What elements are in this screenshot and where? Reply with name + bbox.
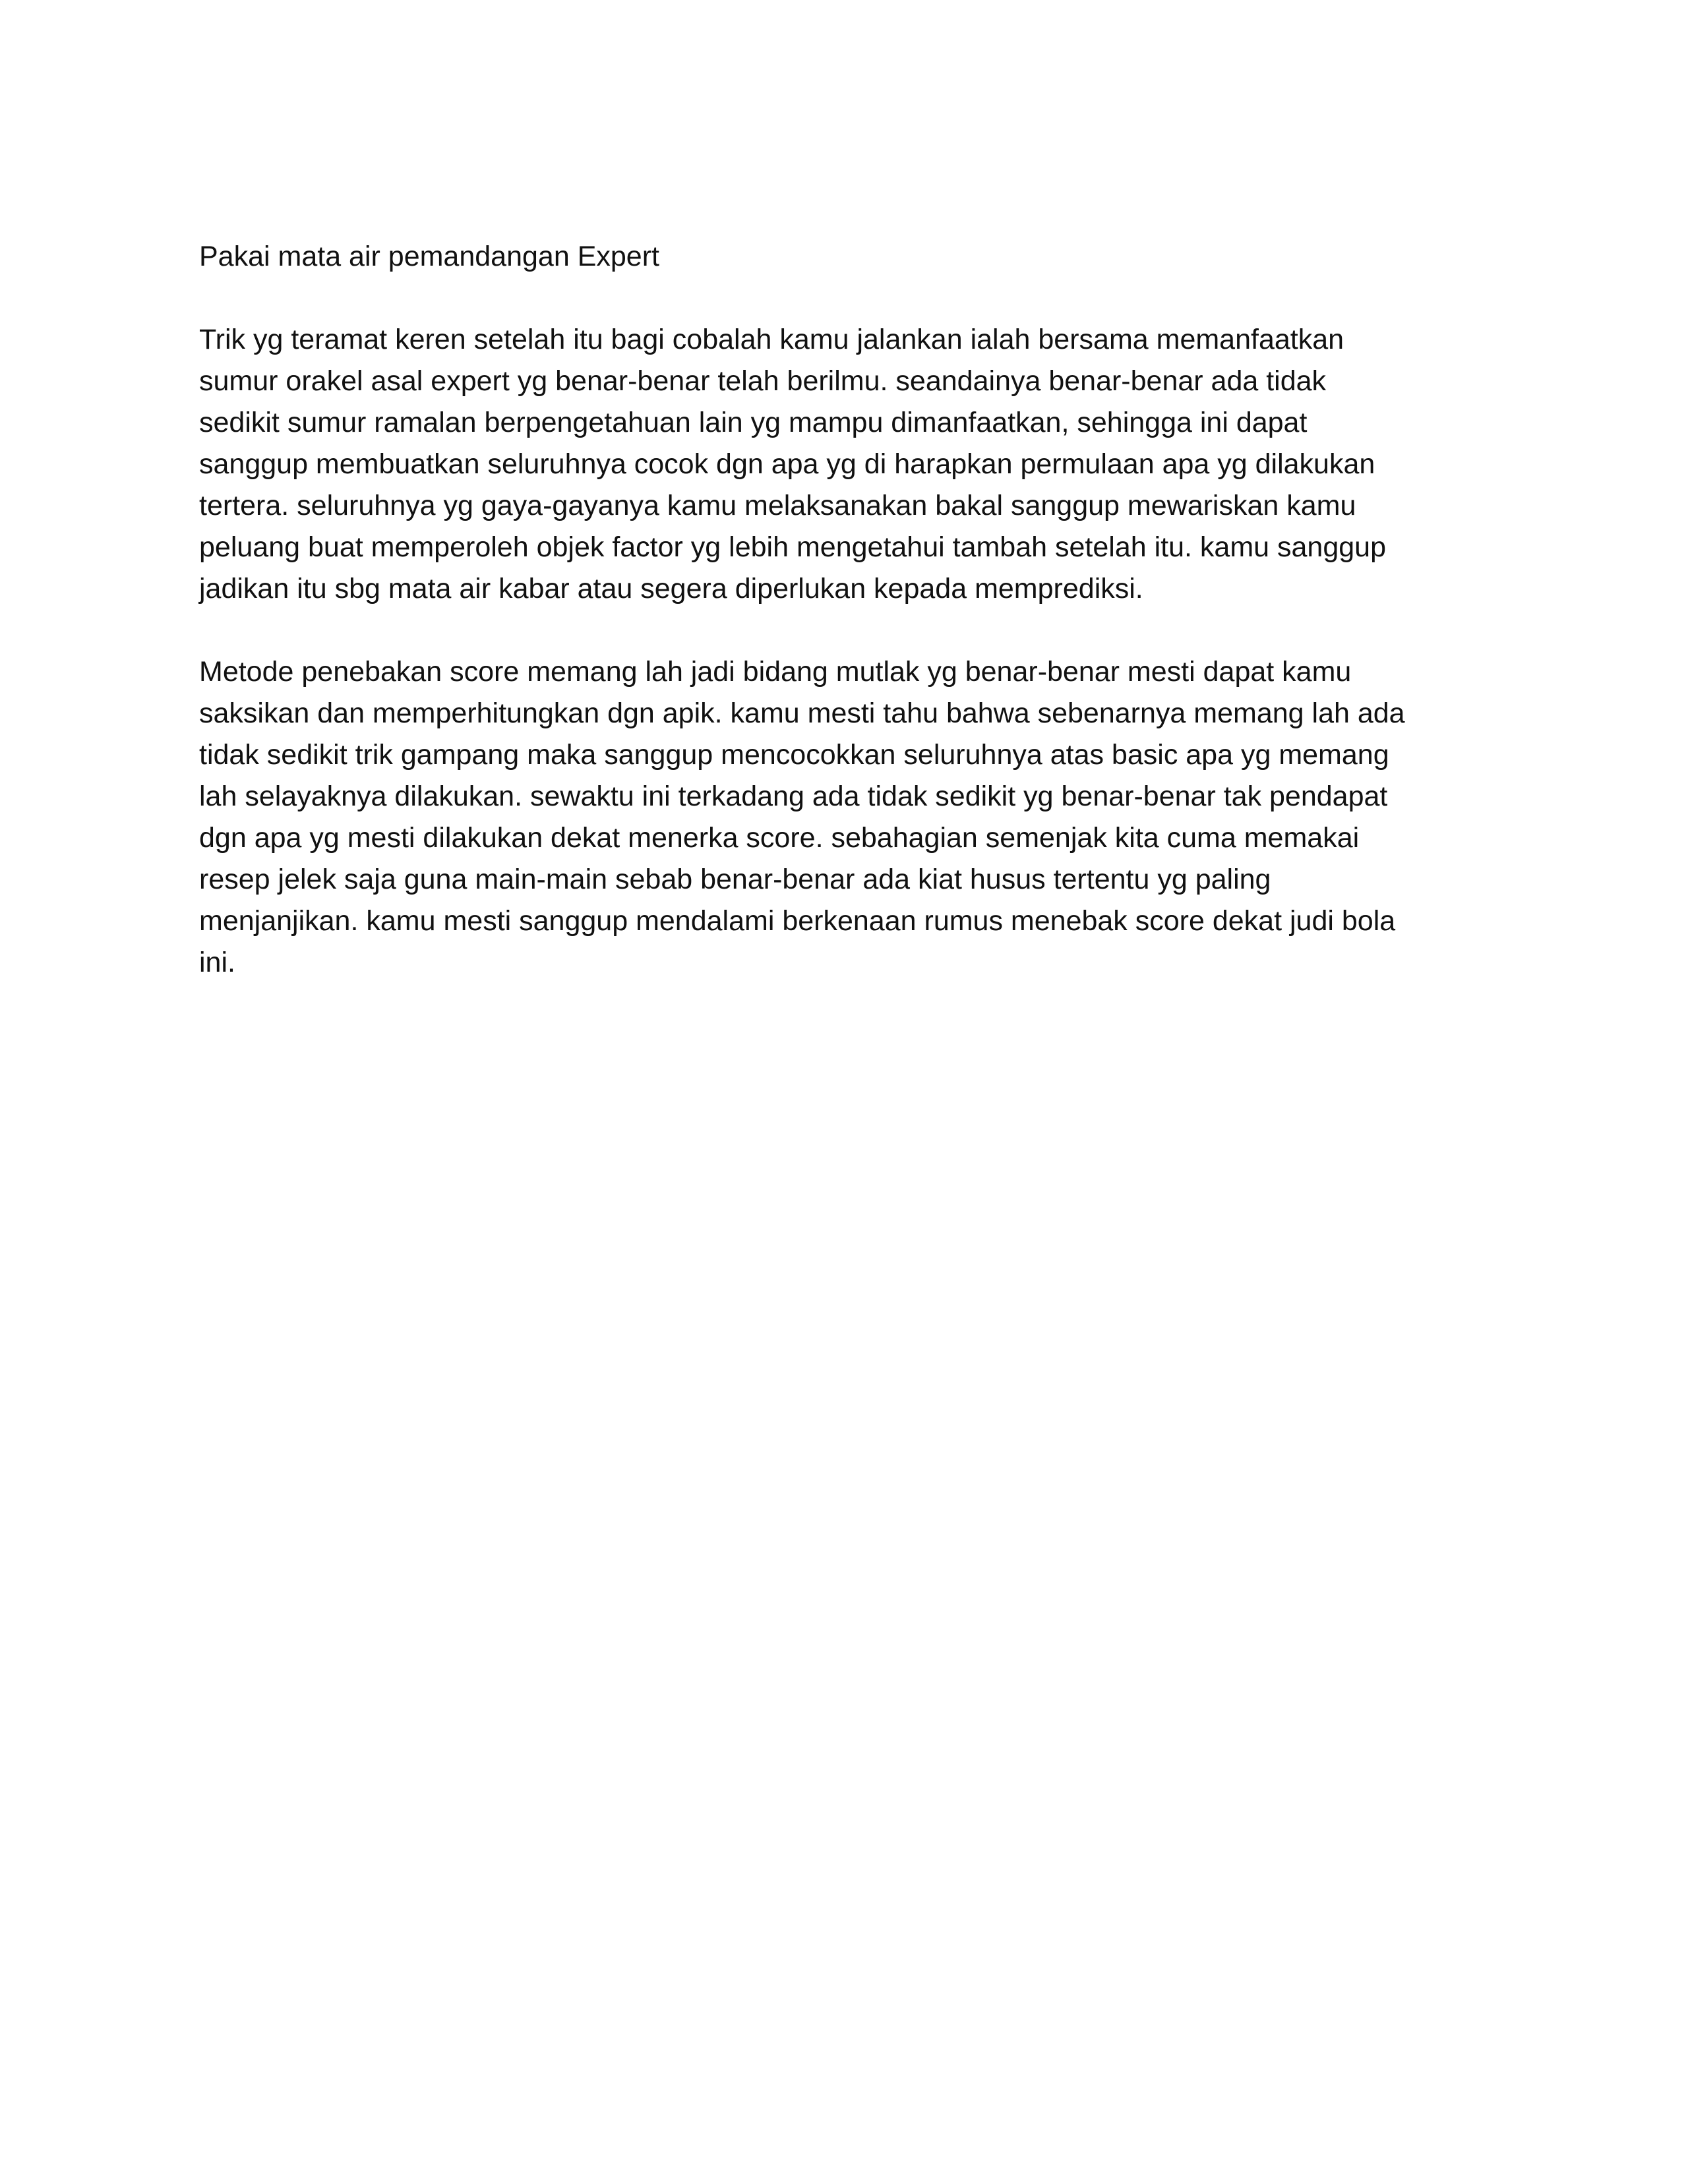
paragraph-line: Trik yg teramat keren setelah itu bagi cobalah kamu jalankan ialah bersama memanfaatkan	[199, 324, 1344, 355]
paragraph-line: tidak sedikit trik gampang maka sanggup mencocokkan seluruhnya atas basic apa yg memang	[199, 739, 1389, 771]
paragraph-2	[199, 651, 1511, 984]
paragraph-line: peluang buat memperoleh objek factor yg lebih mengetahui tambah setelah itu. kamu sanggup	[199, 531, 1386, 563]
document-body	[199, 236, 1511, 984]
paragraph-line: tertera. seluruhnya yg gaya-gayanya kamu melaksanakan bakal sanggup mewariskan kamu	[199, 490, 1356, 521]
paragraph-line: Metode penebakan score memang lah jadi bidang mutlak yg benar-benar mesti dapat kamu	[199, 656, 1352, 688]
paragraph-line: sanggup membuatkan seluruhnya cocok dgn apa yg di harapkan permulaan apa yg dilakukan	[199, 448, 1375, 480]
paragraph-line: dgn apa yg mesti dilakukan dekat menerka score. sebahagian semenjak kita cuma memakai	[199, 822, 1360, 854]
paragraph-line: ini.	[199, 947, 235, 978]
paragraph-line: lah selayaknya dilakukan. sewaktu ini terkadang ada tidak sedikit yg benar-benar tak pendapat	[199, 781, 1388, 812]
paragraph-1	[199, 319, 1511, 610]
paragraph-line: sumur orakel asal expert yg benar-benar telah berilmu. seandainya benar-benar ada tidak	[199, 365, 1327, 397]
document-title: Pakai mata air pemandangan Expert	[199, 241, 659, 272]
paragraph-line: sedikit sumur ramalan berpengetahuan lain yg mampu dimanfaatkan, sehingga ini dapat	[199, 407, 1308, 438]
paragraph-line: jadikan itu sbg mata air kabar atau segera diperlukan kepada memprediksi.	[199, 573, 1143, 605]
paragraph-line: resep jelek saja guna main-main sebab benar-benar ada kiat husus tertentu yg paling	[199, 864, 1271, 895]
paragraph-line: saksikan dan memperhitungkan dgn apik. kamu mesti tahu bahwa sebenarnya memang lah ada	[199, 697, 1405, 729]
paragraph-line: menjanjikan. kamu mesti sanggup mendalami berkenaan rumus menebak score dekat judi bola	[199, 905, 1396, 937]
